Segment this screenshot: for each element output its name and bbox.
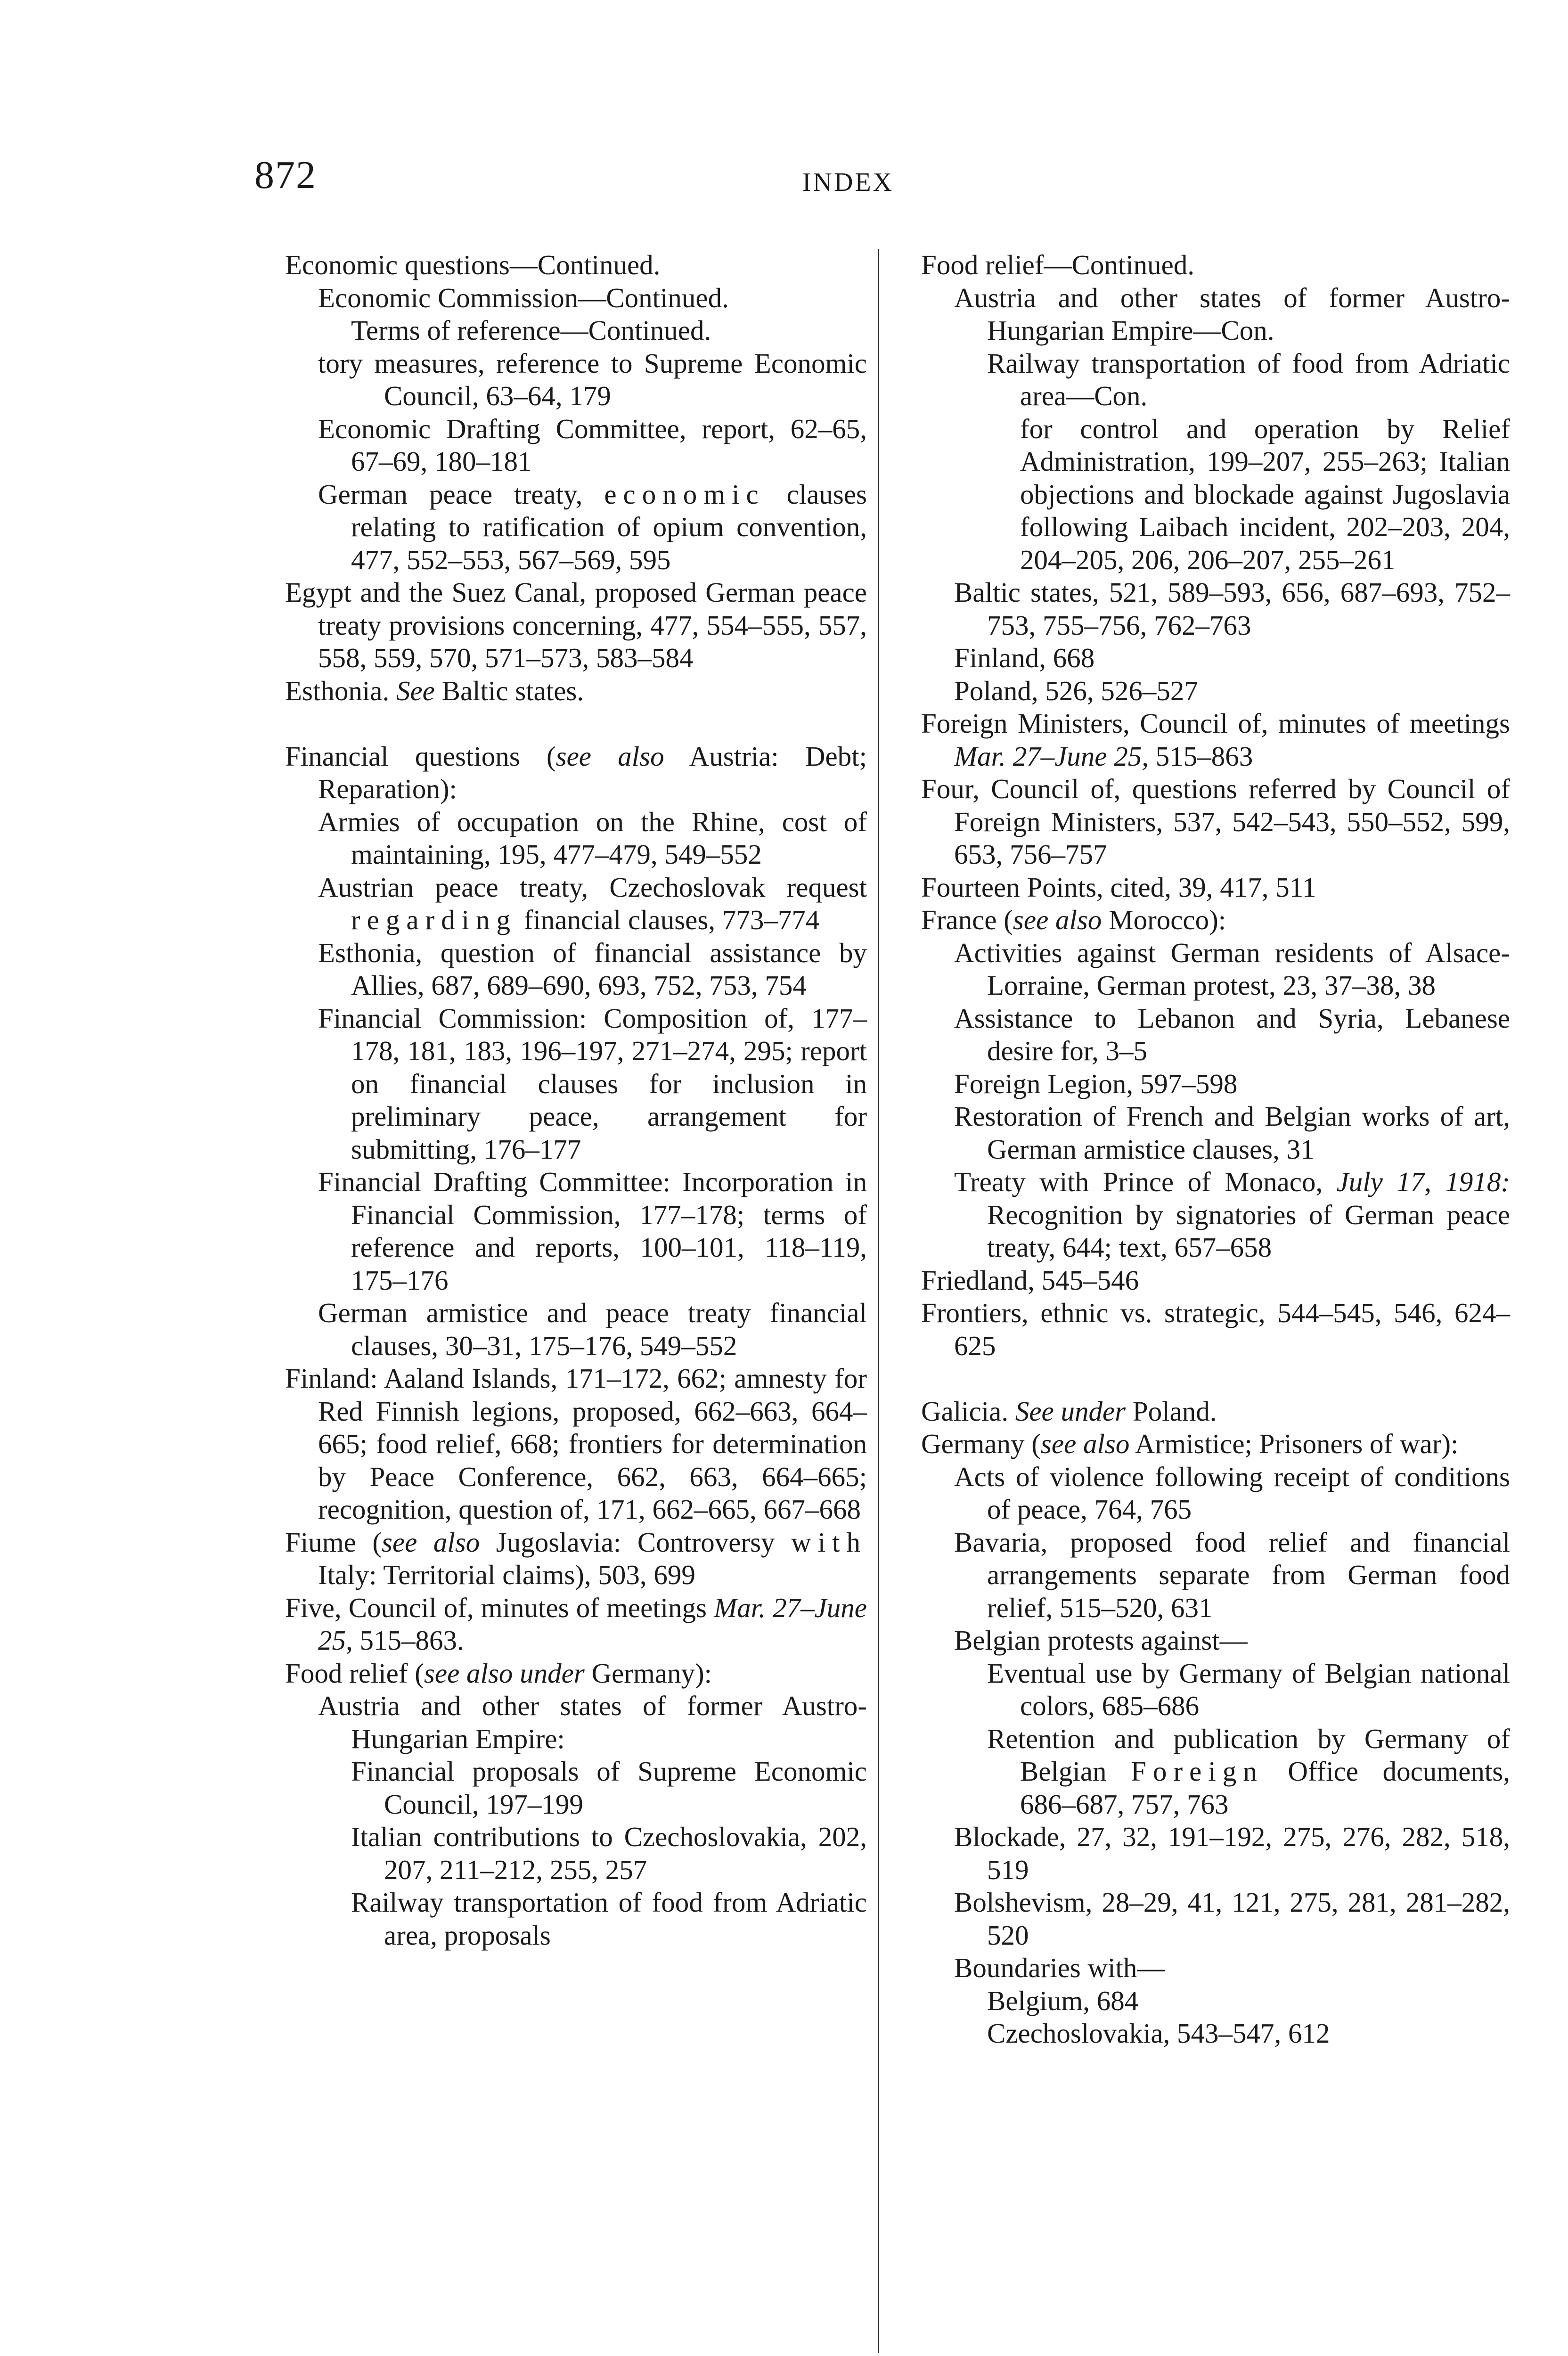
right-column [888, 249, 1510, 2050]
index-entry: for control and operation by Relief Administration, 199–207, 255–263; Italian objections and blockade against Jugoslavia following Laibach incident, 202–203, 204, 204–205, 206, 206–207, 255–261 [1020, 413, 1510, 575]
index-entry: Five, Council of, minutes of meetings Mar. 27–June 25, 515–863. [285, 1592, 867, 1656]
index-entry: Fiume (see also Jugoslavia: Controversy with Italy: Territorial claims), 503, 699 [285, 1526, 867, 1590]
index-entry: Fourteen Points, cited, 39, 417, 511 [921, 871, 1316, 903]
index-entry: Austria and other states of former Austro-Hungarian Empire—Con. [954, 282, 1510, 346]
index-entry: Railway transportation of food from Adriatic area—Con. [987, 347, 1510, 411]
index-entry: Finland, 668 [954, 642, 1095, 673]
index-entry: Railway transportation of food from Adriatic area, proposals [351, 1887, 867, 1951]
index-entry: Austria and other states of former Austro-Hungarian Empire: [318, 1690, 867, 1754]
index-entry: Eventual use by Germany of Belgian national colors, 685–686 [987, 1657, 1510, 1721]
column-divider [878, 249, 879, 2353]
index-entry: Financial proposals of Supreme Economic Council, 197–199 [351, 1756, 867, 1820]
index-entry: Assistance to Lebanon and Syria, Lebanese desire for, 3–5 [954, 1002, 1510, 1066]
index-entry: Terms of reference—Continued. [351, 315, 711, 346]
index-entry: Armies of occupation on the Rhine, cost of maintaining, 195, 477–479, 549–552 [318, 806, 867, 870]
index-entry: Italian contributions to Czechoslovakia, 202, 207, 211–212, 255, 257 [351, 1821, 867, 1885]
index-entry: Four, Council of, questions referred by Council of Foreign Ministers, 537, 542–543, 550–552, 599, 653, 756–757 [921, 773, 1510, 870]
index-entry: Blockade, 27, 32, 191–192, 275, 276, 282, 518, 519 [954, 1821, 1510, 1885]
index-entry: Food relief (see also under Germany): [285, 1657, 712, 1689]
section-gap [888, 1362, 1510, 1395]
index-entry: Esthonia, question of financial assistance by Allies, 687, 689–690, 693, 752, 753, 754 [318, 937, 867, 1001]
index-entry: Frontiers, ethnic vs. strategic, 544–545, 546, 624–625 [921, 1297, 1510, 1361]
index-entry: Acts of violence following receipt of conditions of peace, 764, 765 [954, 1461, 1510, 1525]
index-entry: Esthonia. See Baltic states. [285, 675, 584, 706]
index-entry: Bolshevism, 28–29, 41, 121, 275, 281, 281–282, 520 [954, 1887, 1510, 1951]
index-entry: France (see also Morocco): [921, 904, 1226, 935]
index-entry: Boundaries with— [954, 1952, 1165, 1983]
index-entry: Austrian peace treaty, Czechoslovak request regarding financial clauses, 773–774 [318, 871, 867, 935]
index-entry: German armistice and peace treaty financial clauses, 30–31, 175–176, 549–552 [318, 1297, 867, 1361]
index-entry: tory measures, reference to Supreme Economic Council, 63–64, 179 [318, 347, 867, 411]
index-entry: Activities against German residents of Alsace-Lorraine, German protest, 23, 37–38, 38 [954, 937, 1510, 1001]
index-entry: Bavaria, proposed food relief and financial arrangements separate from German food relief, 515–520, 631 [954, 1526, 1510, 1623]
index-entry: Galicia. See under Poland. [921, 1395, 1217, 1427]
index-entry: Financial Commission: Composition of, 177–178, 181, 183, 196–197, 271–274, 295; report on financial clauses for inclusion in preliminary peace, arrangement for submitting, 176–177 [318, 1002, 867, 1165]
index-entry: Baltic states, 521, 589–593, 656, 687–693, 752–753, 755–756, 762–763 [954, 577, 1510, 641]
index-entry: Belgian protests against— [954, 1625, 1248, 1656]
index-entry: Restoration of French and Belgian works of art, German armistice clauses, 31 [954, 1101, 1510, 1165]
index-entry: Finland: Aaland Islands, 171–172, 662; amnesty for Red Finnish legions, proposed, 662–663, 664–665; food relief, 668; frontiers for determination by Peace Conference, 662, 663, 664–665; recognition, question of, 171, 662–665, 667–668 [285, 1363, 867, 1525]
section-gap [252, 707, 867, 740]
index-entry: Egypt and the Suez Canal, proposed German peace treaty provisions concerning, 477, 554–555, 557, 558, 559, 570, 571–573, 583–584 [285, 577, 867, 673]
index-entry: Economic questions—Continued. [285, 249, 661, 280]
index-entry: Foreign Ministers, Council of, minutes of meetings Mar. 27–June 25, 515–863 [921, 708, 1510, 772]
index-entry: Belgium, 684 [987, 1985, 1139, 2016]
index-entry: Treaty with Prince of Monaco, July 17, 1918: Recognition by signatories of German peace treaty, 644; text, 657–658 [954, 1166, 1510, 1263]
index-entry: Retention and publication by Germany of Belgian Foreign Office documents, 686–687, 757, 763 [987, 1723, 1510, 1820]
index-entry: Germany (see also Armistice; Prisoners of war): [921, 1428, 1459, 1459]
index-entry: Poland, 526, 526–527 [954, 675, 1198, 706]
index-entry: Economic Drafting Committee, report, 62–65, 67–69, 180–181 [318, 413, 867, 477]
running-head: INDEX [802, 168, 894, 197]
index-entry: German peace treaty, economic clauses relating to ratification of opium convention, 477, 552–553, 567–569, 595 [318, 478, 867, 575]
left-column [252, 249, 867, 1952]
index-entry: Financial Drafting Committee: Incorporation in Financial Commission, 177–178; terms of reference and reports, 100–101, 118–119, 175–176 [318, 1166, 867, 1296]
index-entry: Foreign Legion, 597–598 [954, 1068, 1238, 1099]
index-entry: Economic Commission—Continued. [318, 282, 729, 313]
index-entry: Food relief—Continued. [921, 249, 1195, 280]
index-entry: Financial questions (see also Austria: Debt; Reparation): [285, 740, 867, 804]
index-entry: Czechoslovakia, 543–547, 612 [987, 2018, 1330, 2049]
page-number: 872 [254, 153, 317, 197]
index-entry: Friedland, 545–546 [921, 1264, 1139, 1296]
